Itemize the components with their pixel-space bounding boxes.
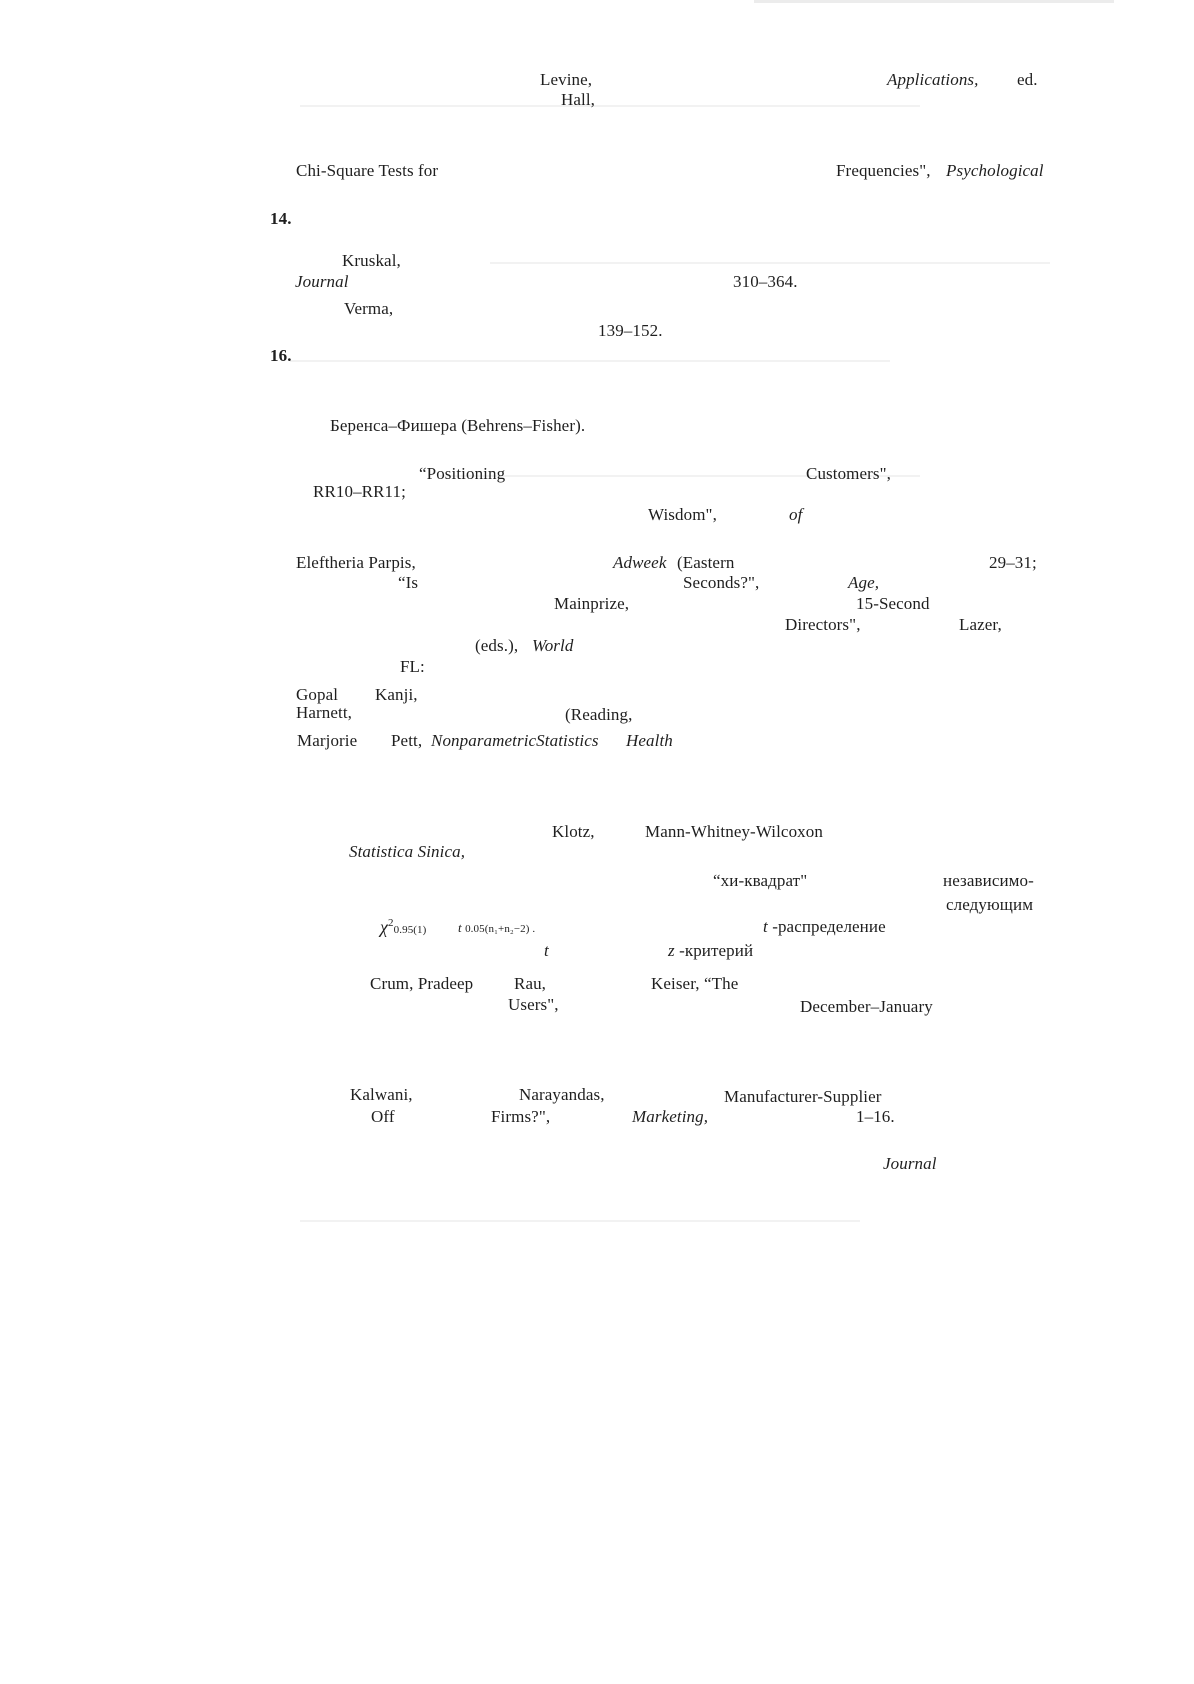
ref-title: Frequencies", bbox=[836, 161, 931, 180]
ref-pages: 1–16. bbox=[856, 1107, 895, 1126]
ref-publisher: Hall, bbox=[561, 90, 596, 109]
ref-title: Off bbox=[371, 1107, 395, 1126]
ref-title: Seconds?", bbox=[683, 573, 760, 592]
ref-journal: Marketing, bbox=[632, 1107, 709, 1126]
ref-title: World bbox=[532, 636, 574, 655]
ref-text: (eds.), bbox=[475, 636, 519, 655]
ref-number: 14. bbox=[270, 209, 292, 228]
z-variable: z bbox=[668, 941, 675, 960]
t-variable: t bbox=[544, 941, 549, 960]
scan-smudge bbox=[300, 1220, 860, 1222]
t-symbol: t bbox=[458, 920, 462, 935]
ref-author: Rau, bbox=[514, 974, 547, 993]
ref-author: Mainprize, bbox=[554, 594, 630, 613]
note-text bbox=[668, 942, 753, 959]
note-text: следующим bbox=[946, 895, 1034, 914]
ref-place: FL: bbox=[400, 657, 425, 676]
formula-chi bbox=[380, 918, 426, 936]
ref-place: (Reading, bbox=[565, 705, 633, 724]
ref-title: Health bbox=[626, 731, 673, 750]
ref-title: Applications, bbox=[887, 70, 979, 89]
ref-text: ed. bbox=[1017, 70, 1038, 89]
ref-title: Mann-Whitney-Wilcoxon bbox=[645, 822, 823, 841]
ref-author: Harnett, bbox=[296, 703, 353, 722]
t-distribution-label: -распределение bbox=[772, 917, 886, 936]
ref-author: Verma, bbox=[344, 299, 394, 318]
ref-author: Kanji, bbox=[375, 685, 418, 704]
ref-journal: Journal bbox=[883, 1154, 937, 1173]
chi-symbol: χ bbox=[380, 917, 389, 937]
ref-number: 16. bbox=[270, 346, 292, 365]
ref-author: Kruskal, bbox=[342, 251, 401, 270]
ref-title: Wisdom", bbox=[648, 505, 717, 524]
ref-text: (Eastern bbox=[677, 553, 735, 572]
ref-pages: 310–364. bbox=[733, 272, 798, 291]
ref-journal: Age, bbox=[848, 573, 880, 592]
ref-author: Klotz, bbox=[552, 822, 595, 841]
t-subscript: 0.05(n₁+n₂−2) . bbox=[465, 923, 536, 935]
note-text bbox=[763, 918, 886, 935]
ref-journal: Adweek bbox=[613, 553, 667, 572]
note-text: Беренса–Фишера (Behrens–Fisher). bbox=[330, 416, 586, 435]
ref-journal: Psychological bbox=[946, 161, 1044, 180]
note-text: “хи-квадрат" bbox=[713, 871, 808, 890]
ref-author: Kalwani, bbox=[350, 1085, 413, 1104]
ref-title: Manufacturer-Supplier bbox=[724, 1087, 882, 1106]
scan-smudge bbox=[290, 360, 890, 362]
scan-smudge bbox=[490, 262, 1050, 264]
ref-date: December–January bbox=[800, 997, 933, 1016]
ref-pages: RR10–RR11; bbox=[313, 482, 406, 501]
chi-exponent: 2 bbox=[388, 917, 394, 929]
ref-journal: of bbox=[789, 505, 803, 524]
ref-author: Eleftheria Parpis, bbox=[296, 553, 416, 572]
ref-title: “Is bbox=[398, 573, 419, 592]
ref-author: Crum, Pradeep bbox=[370, 974, 474, 993]
chi-subscript: 0.95(1) bbox=[393, 924, 427, 936]
scan-edge-shadow bbox=[754, 0, 1114, 3]
ref-pages: 139–152. bbox=[598, 321, 663, 340]
ref-author: Keiser, “The bbox=[651, 974, 739, 993]
ref-author: Marjorie bbox=[297, 731, 358, 750]
formula-t bbox=[458, 921, 535, 935]
scan-smudge bbox=[300, 105, 920, 107]
ref-journal: Journal bbox=[295, 272, 349, 291]
ref-author: Lazer, bbox=[959, 615, 1002, 634]
z-test-label: -критерий bbox=[679, 941, 754, 960]
ref-author: Narayandas, bbox=[519, 1085, 605, 1104]
ref-title: Customers", bbox=[806, 464, 892, 483]
ref-title: Users", bbox=[508, 995, 559, 1014]
t-variable: t bbox=[763, 917, 768, 936]
ref-journal: Statistica Sinica, bbox=[349, 842, 466, 861]
note-text: независимо- bbox=[943, 871, 1034, 890]
ref-title: Directors", bbox=[785, 615, 861, 634]
ref-title: “Positioning bbox=[419, 464, 506, 483]
ref-author: Gopal bbox=[296, 685, 339, 704]
ref-author: Levine, bbox=[540, 70, 593, 89]
ref-pages: 29–31; bbox=[989, 553, 1037, 572]
ref-title: Chi-Square Tests for bbox=[296, 161, 439, 180]
ref-title: Firms?", bbox=[491, 1107, 551, 1126]
ref-author: Pett, bbox=[391, 731, 423, 750]
ref-title: 15-Second bbox=[856, 594, 930, 613]
ref-title: NonparametricStatistics bbox=[431, 731, 599, 750]
